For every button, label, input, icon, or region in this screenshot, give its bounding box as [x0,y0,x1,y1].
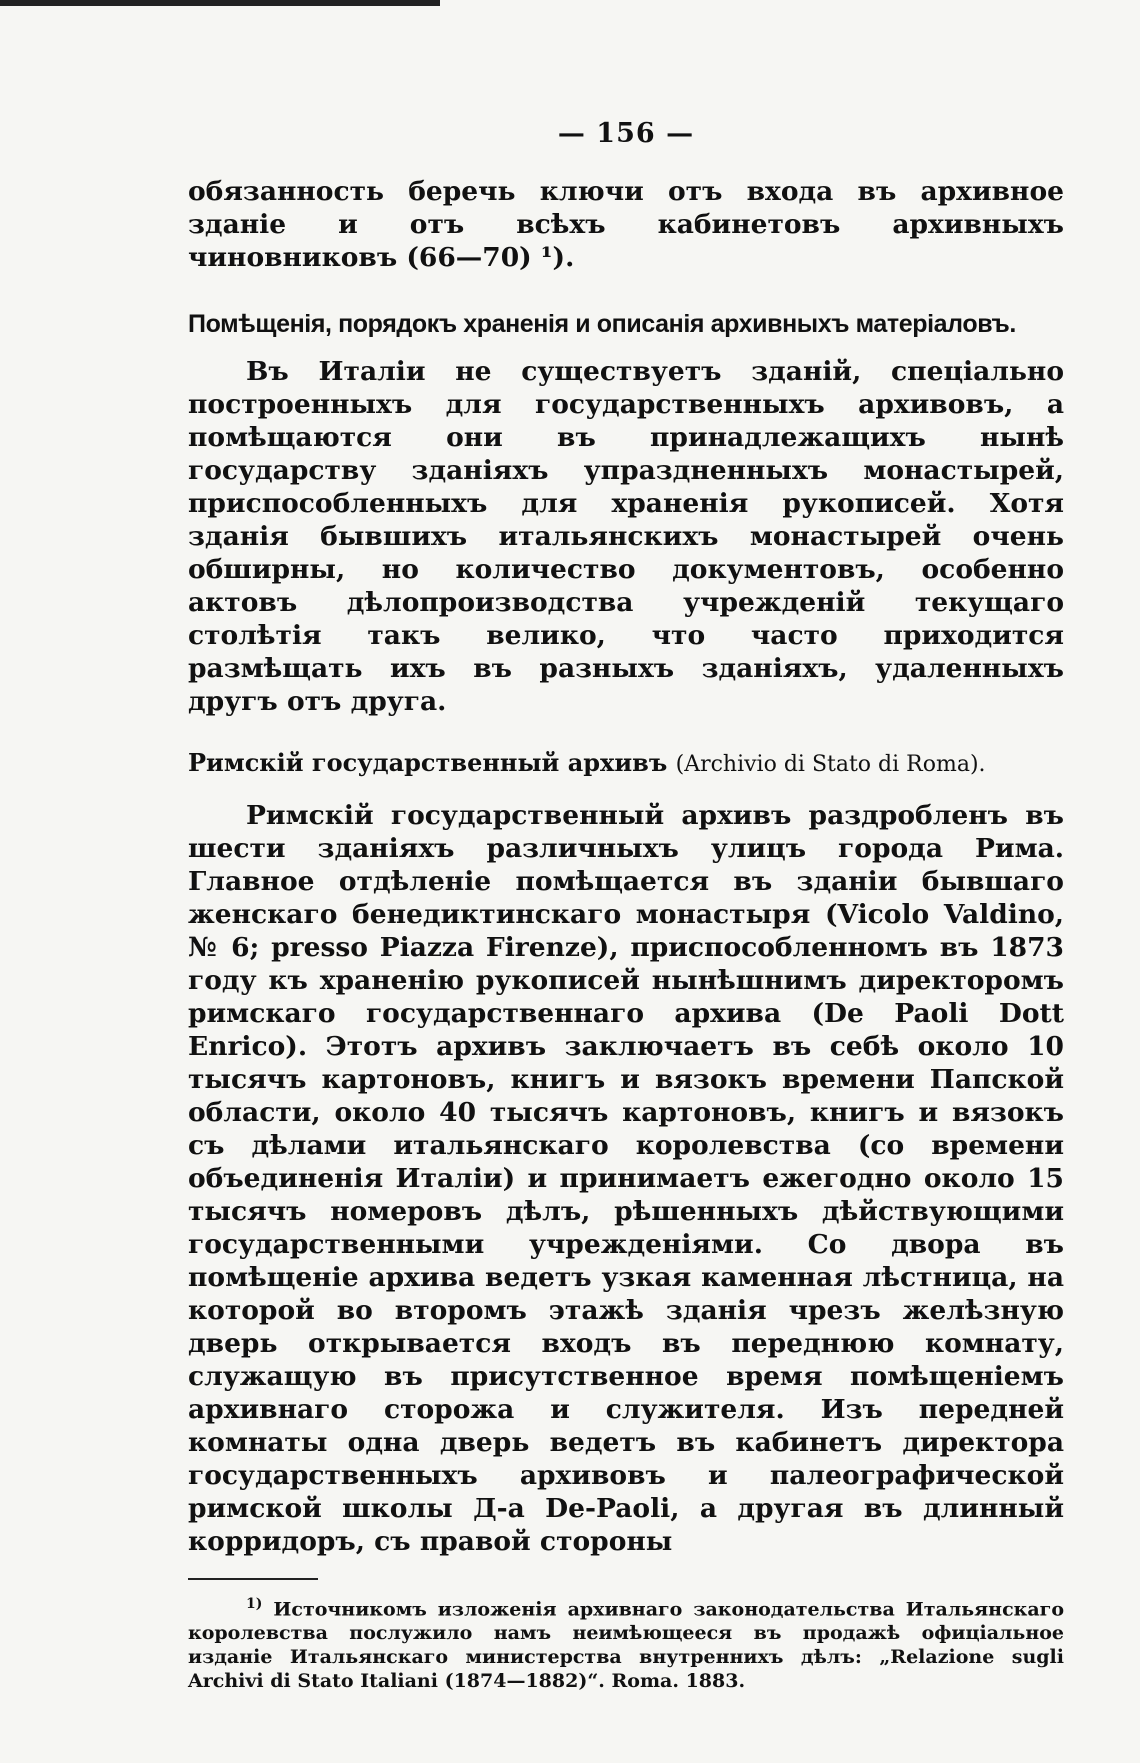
footnote-mark: 1) [246,1596,263,1612]
section-heading: Помѣщенія, порядокъ храненія и описанія архивныхъ матеріаловъ. [188,310,1016,338]
subsection-heading [188,748,1064,777]
scan-edge-mark [0,0,440,6]
paragraph-roman-archive: Римскій государственный архивъ раздробленъ въ шести зданіяхъ различныхъ улицъ города Рима. Главное отдѣленіе помѣщается въ зданіи бывшаго женскаго бенедиктинскаго монастыря (Vicolo Valdino, № 6; presso Piazza Firenze), приспособленномъ въ 1873 году къ храненію рукописей нынѣшнимъ директоромъ римскаго государственнаго архива (De Paoli Dott Enrico). Этотъ архивъ заключаетъ въ себѣ около 10 тысячъ картоновъ, книгъ и вязокъ времени Папской области, около 40 тысячъ картоновъ, книгъ и вязокъ съ дѣлами итальянскаго королевства (со времени объединенія Италіи) и принимаетъ ежегодно около 15 тысячъ номеровъ дѣлъ, рѣшенныхъ дѣйствующими государственными учрежденіями. Со двора въ помѣщеніе архива ведетъ узкая каменная лѣстница, на которой во второмъ этажѣ зданія чрезъ желѣзную дверь открывается входъ въ переднюю комнату, служащую въ присутственное время помѣщеніемъ архивнаго сторожа и служителя. Изъ передней комнаты одна дверь ведетъ въ кабинетъ директора государственныхъ архивовъ и палеографической римской школы Д-а De-Paoli, а другая въ длинный корридоръ, съ правой стороны [188,800,1064,1557]
subsection-latin-title: (Archivio di Stato di Roma). [675,752,986,777]
book-page [188,118,1064,1693]
subsection-title: Римскій государственный архивъ [188,748,668,777]
paragraph-continuation: обязанность беречь ключи отъ входа въ архивное зданіе и отъ всѣхъ кабинетовъ архивныхъ чиновниковъ (66—70) ¹). [188,176,1064,273]
footnote [188,1592,1064,1693]
page-number: — 156 — [557,118,695,149]
paragraph-premises: Въ Италіи не существуетъ зданій, спеціально построенныхъ для государственныхъ архивовъ, а помѣщаются они въ принадлежащихъ нынѣ государству зданіяхъ упраздненныхъ монастырей, приспособленныхъ для храненія рукописей. Хотя зданія бывшихъ итальянскихъ монастырей очень обширны, но количество документовъ, особенно актовъ дѣлопроизводства учрежденій текущаго столѣтія такъ велико, что часто приходится размѣщать ихъ въ разныхъ зданіяхъ, удаленныхъ другъ отъ друга. [188,356,1064,717]
footnote-text: Источникомъ изложенія архивнаго законодательства Итальянскаго королевства послужило намъ неимѣющееся въ продажѣ офиціальное изданіе Итальянскаго министерства внутреннихъ дѣлъ: „Relazione sugli Archivi di Stato Italiani (1874—1882)“. Roma. 1883. [188,1598,1064,1693]
footnote-divider [188,1578,318,1580]
